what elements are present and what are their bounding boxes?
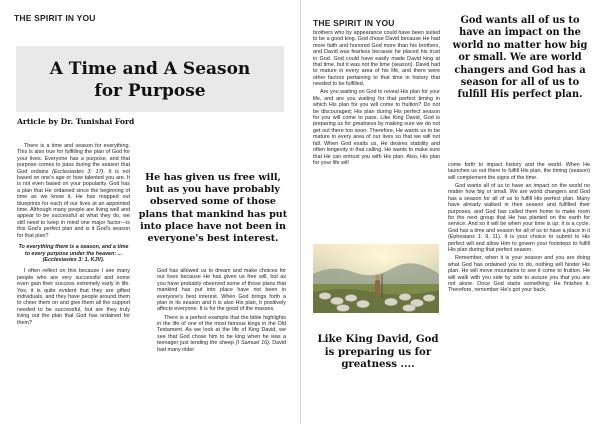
col4-paragraph-2: God wants all of us to have an impact on the world no matter how big or small. We are world changers and God has a season for all of us to fulfill His perfect plan. Many have already walked in their season and fulfilled their purposes, and God has called them home to make room for the next group that He has planted on the earth for service. And so it will be when your time is up; it is a cycle. God has a time and season for all of us to have a place in it (Ephesians 1: 9, 11). It is your choice to submit to His perfect will and allow Him to govern your footsteps to fulfill His plan during that perfect season. — [448, 183, 590, 254]
col2-paragraph-1: God has allowed us to dream and make choices for our lives because He has given us free will, but as you have probably observed some of those plans that mankind has put into place have not been in everyone's best interest. When God brings forth a plan in its season and it is also His plan, it positively affects everyone. It is for the good of the masses. — [157, 268, 286, 313]
pull-quote-left: He has given us free will, but as you have probably observed some of those plans that mankind has put into place have not been in everyone's best interest. — [138, 172, 288, 245]
col3-paragraph-2: Are you waiting on God to reveal His plan for your life, and are you waiting for that perfect timing in which His plan for you will come to fruition? Do not be discouraged; His plan during His perfect season for you will come to pass. Like King David, God is preparing us for greatness by making sure we do not get out there too soon. Therefore, He wants us to be mature in every area of our lives so that we will not fall. When God exalts us, He desires stability and often longevity in that calling. He wants to make sure that He can entrust you with His plan. Also, His plan for your life will — [313, 89, 440, 166]
title-line-2: for Purpose — [94, 81, 206, 101]
col1-paragraph-1: There is a time and season for everything. This is also true for fulfilling the plan of God for your lives. Everyone has a purpose, and that purpose comes to pass during the season that God ordains (Ecclesiastes 3: 17). It is not based on one's age or how talented you are. It is not even based on your popularity. God has a plan that He ordained since the beginning of time as we know it. He has mapped out blueprints for each of our lives at an appointed time. Although many people are living well and appear to be successful at what they do, we still need to keep in mind one major factor---is this God's perfect plan and is it God's season for that plan? — [17, 143, 130, 239]
column-3 — [313, 30, 440, 238]
title-line-1: A Time and A Season — [49, 59, 251, 79]
shepherd-sheep-photo — [313, 244, 439, 313]
column-1 — [17, 143, 130, 419]
scripture-ref: (I Samuel 16) — [235, 340, 269, 347]
col1-paragraph-2: I often reflect on this because I see many people who are very successful and some even gain their success extremely early in life. Yes, it is quite evident that they are gifted individuals, and they have people around them to cheer them on and give them all the support needed to be successful, but are they truly living out the plan that God has ordained for them? — [17, 268, 130, 326]
shepherd-illustration — [313, 244, 439, 313]
pull-quote-right-top: God wants all of us to have an impact on the world no matter how big or small. We are world changers and God has a season for all of us to fulfill His perfect plan. — [452, 15, 588, 101]
running-head-right: THE SPIRIT IN YOU — [313, 18, 395, 28]
column-2 — [157, 268, 286, 419]
col2-paragraph-2: There is a perfect example that the bible highlights in the life of one of the most famous kings in the Old Testament. As we look at the life of King David, we see that God chose him to be king when he was a teenager just tending the sheep (I Samuel 16). David had many older — [157, 314, 286, 353]
article-title — [16, 58, 284, 102]
scripture-quote: To everything there is a season, and a time to every purpose under the heaven: ... (Ecclesiastes 3: 1, KJV). — [18, 244, 129, 263]
right-page — [301, 0, 600, 424]
pull-quote-right-bottom: Like King David, God is preparing us for greatness .... — [317, 333, 439, 371]
column-4 — [448, 162, 590, 420]
byline: Article by Dr. Tunishai Ford — [17, 117, 135, 126]
scripture-ref: (Ecclesiastes 3: 17) — [52, 168, 104, 175]
col4-paragraph-3: Remember, when it is your season and you are doing what God has ordained you to do, nothing will hinder His plan. He will move mountains to see it come to fruition. He will walk with you side by side to assure you that you are not alone. Once God starts something, He finishes it. Therefore, remember He's got your back. — [448, 255, 590, 294]
col4-paragraph-1: come forth to impact history and the world. When He launches us out there to fulfill His plan, the timing (season) will complement the signs of the time. — [448, 162, 590, 181]
col3-paragraph-1: brothers who by appearance could have been suited to be a good king. God chose David because He had more faith and honored God more than his brothers, and David was fearless because he placed his trust in God. God could have easily made David king at that time, but it was not the time (season). David had to mature in every area of his life, and there were other factors pertaining to that time in history that needed to be fulfilled. — [313, 30, 440, 88]
running-head-left: THE SPIRIT IN YOU — [14, 13, 96, 23]
